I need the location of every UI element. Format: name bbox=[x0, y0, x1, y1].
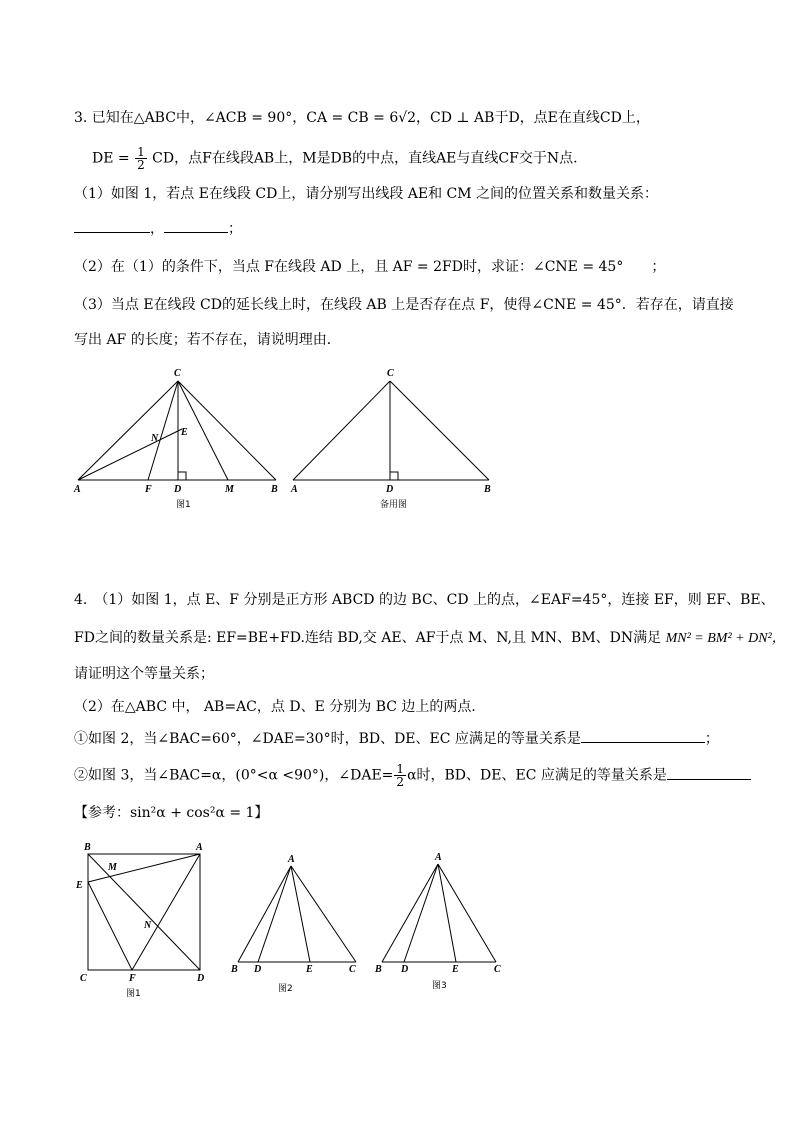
q3-f2-label-A: A bbox=[291, 484, 298, 495]
q4-blank-fig2[interactable] bbox=[581, 728, 705, 743]
q4-f1-caption: 图1 bbox=[126, 989, 141, 999]
q4-f3-label-B: B bbox=[375, 964, 382, 975]
q3-f1-label-A: A bbox=[74, 484, 81, 495]
q3-f1-label-E: E bbox=[181, 427, 188, 438]
q4-f2-label-C: C bbox=[349, 964, 356, 975]
q4-f3-label-D: D bbox=[401, 964, 409, 975]
q3-frac-den: 2 bbox=[137, 158, 145, 172]
q4-f2-label-B: B bbox=[231, 964, 238, 975]
q4-part2: （2）在△ABC 中， AB=AC，点 D、E 分别为 BC 边上的两点． bbox=[74, 699, 486, 715]
q4-f3-label-E: E bbox=[452, 964, 459, 975]
q4-line3: 请证明这个等量关系； bbox=[74, 666, 214, 682]
q4-fraction bbox=[394, 763, 406, 788]
q3-f1-caption: 图1 bbox=[176, 500, 191, 510]
q4-line2-formula: MN² = BM² + DN²， bbox=[665, 631, 786, 646]
q3-blank-position[interactable] bbox=[74, 218, 150, 233]
q4-reference: 【参考：sin²α + cos²α = 1】 bbox=[74, 805, 269, 821]
q4-figure2 bbox=[230, 848, 365, 998]
q4-f1-label-M: M bbox=[108, 862, 117, 873]
q4-line2-pre: FD之间的数量关系是: EF=BE+FD.连结 BD,交 AE、AF于点 M、N,且 MN、BM、DN满足 bbox=[74, 630, 662, 646]
q3-f1-label-C: C bbox=[174, 368, 181, 379]
q4-f2-label-A: A bbox=[288, 854, 295, 865]
q4-sub1 bbox=[74, 728, 719, 749]
q4-f3-label-A: A bbox=[435, 852, 442, 863]
q4-sub2-post: α时，BD、DE、EC 应满足的等量关系是 bbox=[407, 767, 667, 784]
q4-sub1-pre: ①如图 2，当∠BAC=60°，∠DAE=30°时，BD、DE、EC 应满足的等量关系是 bbox=[74, 731, 581, 747]
q3-frac-num: 1 bbox=[137, 145, 145, 159]
q4-sub2 bbox=[74, 763, 751, 788]
q4-f1-label-A: A bbox=[196, 842, 203, 853]
q4-frac-num: 1 bbox=[396, 762, 405, 776]
q4-f2-label-D: D bbox=[254, 964, 262, 975]
q4-f1-label-D: D bbox=[197, 973, 205, 984]
q4-f2-label-E: E bbox=[306, 964, 313, 975]
q4-f1-label-F: F bbox=[129, 973, 136, 984]
q4-line1: 4. （1）如图 1，点 E、F 分别是正方形 ABCD 的边 BC、CD 上的点，∠EAF=45°，连接 EF，则 EF、BE、 bbox=[74, 592, 775, 608]
q4-sub1-end: ； bbox=[704, 731, 719, 747]
q4-f1-label-B: B bbox=[84, 842, 91, 853]
q4-sub2-pre: ②如图 3，当∠BAC=α，(0°<α <90°)，∠DAE= bbox=[74, 767, 394, 784]
q3-part1-end: ； bbox=[228, 221, 242, 237]
q3-f1-label-D: D bbox=[174, 484, 182, 495]
q4-f3-caption: 图3 bbox=[432, 981, 447, 991]
q3-f2-label-B: B bbox=[484, 484, 491, 495]
q3-part3-line2: 写出 AF 的长度；若不存在，请说明理由． bbox=[74, 332, 341, 348]
q3-f2-caption: 备用图 bbox=[380, 500, 408, 510]
q3-part1-answer bbox=[74, 218, 242, 239]
q3-f2-label-D: D bbox=[386, 484, 394, 495]
q4-line2 bbox=[74, 628, 786, 649]
q3-part2: （2）在（1）的条件下，当点 F在线段 AD 上，且 AF = 2FD时，求证：∠CNE = 45° ； bbox=[74, 259, 666, 275]
q3-line1: 3. 已知在△ABC中，∠ACB = 90°，CA = CB = 6√2，CD ⊥ AB于D，点E在直线CD上， bbox=[74, 110, 650, 126]
q3-f2-label-C: C bbox=[387, 368, 394, 379]
q3-part1: （1）如图 1，若点 E在线段 CD上，请分别写出线段 AE和 CM 之间的位置关系和数量关系： bbox=[74, 186, 659, 202]
q3-blank-quantity[interactable] bbox=[164, 218, 228, 233]
q3-part3-line1: （3）当点 E在线段 CD的延长线上时，在线段 AB 上是否存在点 F，使得∠CNE = 45°．若存在，请直接 bbox=[74, 297, 734, 313]
q3-figure1 bbox=[70, 365, 285, 515]
q3-f1-label-N: N bbox=[151, 433, 159, 444]
q3-figure-backup bbox=[290, 365, 500, 515]
q4-f1-label-E: E bbox=[76, 880, 83, 891]
q4-f3-label-C: C bbox=[494, 964, 501, 975]
q3-f1-label-M: M bbox=[225, 484, 234, 495]
q3-line2 bbox=[92, 146, 578, 171]
q4-blank-fig3[interactable] bbox=[667, 765, 751, 780]
q4-f1-label-N: N bbox=[144, 920, 152, 931]
q3-f1-label-B: B bbox=[271, 484, 278, 495]
q4-f2-caption: 图2 bbox=[278, 984, 293, 994]
q4-figure3 bbox=[374, 848, 509, 998]
q4-f1-label-C: C bbox=[80, 973, 87, 984]
q4-figure1 bbox=[72, 838, 222, 998]
q3-f1-label-F: F bbox=[145, 484, 152, 495]
q3-part1-sep: ， bbox=[150, 221, 164, 237]
q3-line2-pre: DE = bbox=[92, 150, 130, 167]
q3-fraction bbox=[135, 146, 147, 171]
q3-line2-post: CD，点F在线段AB上，M是DB的中点，直线AE与直线CF交于N点. bbox=[152, 150, 578, 167]
q4-frac-den: 2 bbox=[396, 775, 405, 789]
